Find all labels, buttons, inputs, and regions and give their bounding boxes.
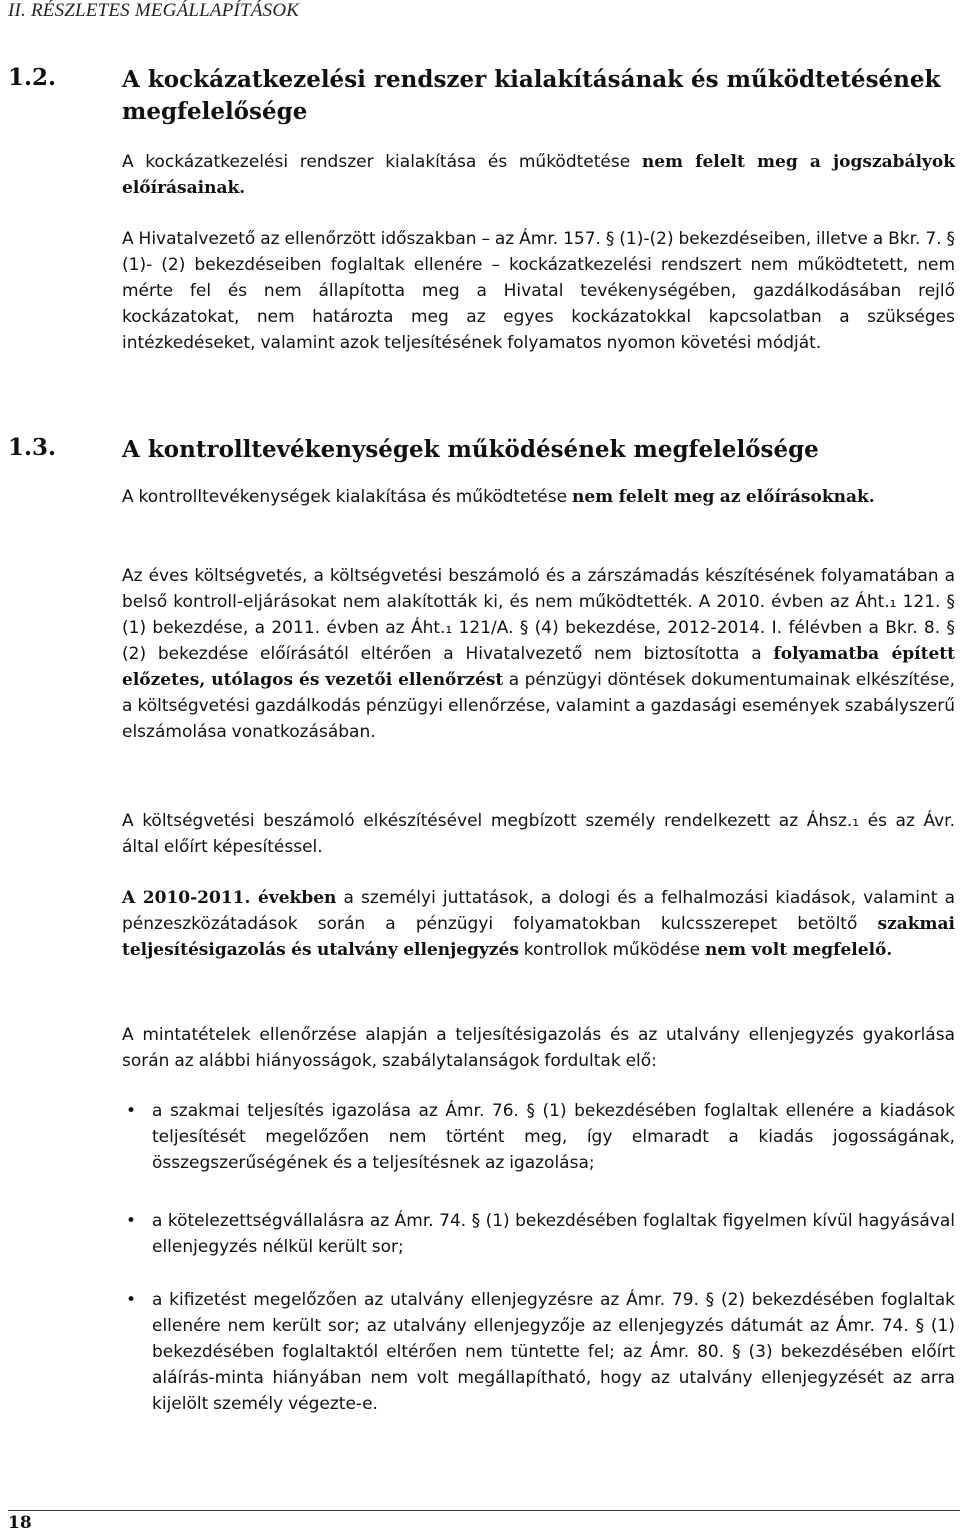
bold-text-run: A 2010-2011. években <box>122 888 337 908</box>
section-title: A kockázatkezelési rendszer kialakításának és működtetésének megfelelősége <box>122 66 941 125</box>
list-item-text: a kifizetést megelőzően az utalvány ellenjegyzésre az Ámr. 79. § (2) bekezdésében foglaltak ellenére nem került sor; az utalvány ellenjegyzője az ellenjegyzés dátumát az Ámr. 74. § (1) bekezdésében foglaltaktól eltérően nem tüntette fel; az Ámr. 80. § (3) bekezdésében előírt aláírás-minta hiányában nem volt megállapítható, hogy az utalvány ellenjegyzését az arra kijelölt személy végezte-e. <box>152 1290 955 1414</box>
paragraph <box>122 226 955 356</box>
list-item <box>122 1098 955 1176</box>
text-run: A kockázatkezelési rendszer kialakítása és működtetése <box>122 152 642 172</box>
list-item <box>122 1208 955 1260</box>
paragraph <box>122 484 955 510</box>
bold-text-run: nem felelt meg az előírásoknak. <box>571 487 875 507</box>
footer-rule <box>8 1510 960 1511</box>
bold-text-run: nem felelt meg a jogszabályok előírásainak. <box>122 152 955 198</box>
text-run: a személyi juttatások, a dologi és a felhalmozási kiadások, valamint a pénzeszközátadások során a pénzügyi folyamatokban kulcsszerepet betöltő <box>122 888 955 934</box>
section-number: 1.3. <box>8 434 57 461</box>
bold-text-run: folyamatba épített előzetes, utólagos és vezetői ellenőrzést <box>122 644 955 690</box>
text-run: A költségvetési beszámoló elkészítésével megbízott személy rendelkezett az Áhsz.₁ és az Ávr. által előírt képesítéssel. <box>122 811 955 857</box>
text-run: kontrollok működése <box>518 940 705 960</box>
bullet-icon: • <box>126 1101 137 1121</box>
paragraph <box>122 1022 955 1074</box>
text-run: A kontrolltevékenységek kialakítása és működtetése <box>122 487 572 507</box>
bold-text-run: nem volt megfelelő. <box>704 940 893 960</box>
list-item-text: a kötelezettségvállalásra az Ámr. 74. § (1) bekezdésében foglaltak figyelmen kívül hagyásával ellenjegyzés nélkül került sor; <box>152 1211 955 1257</box>
text-run: Az éves költségvetés, a költségvetési beszámoló és a zárszámadás készítésének folyamatában a belső kontroll-eljárásokat nem alakították ki, és nem működtették. A 2010. évben az Áht.₁ 121. § (1) bekezdése, a 2011. évben az Áht.₁ 121/A. § (4) bekezdése, 2012-2014. I. félévben a Bkr. 8. § (2) bekezdése előírásától eltérően a Hivatalvezető nem biztosította a <box>122 566 955 664</box>
bullet-icon: • <box>126 1290 137 1310</box>
text-run: a pénzügyi döntések dokumentumainak elkészítése, a költségvetési gazdálkodás pénzügyi ellenőrzése, valamint a gazdasági események szabályszerű elszámolása vonatkozásában. <box>122 670 955 742</box>
bold-text-run: szakmai teljesítésigazolás és utalvány ellenjegyzés <box>122 914 955 960</box>
paragraph <box>122 563 955 745</box>
section-title: A kontrolltevékenységek működésének megfelelősége <box>122 436 819 463</box>
paragraph <box>122 885 955 963</box>
page-number: 18 <box>8 1513 32 1533</box>
text-run: A Hivatalvezető az ellenőrzött időszakban – az Ámr. 157. § (1)-(2) bekezdéseiben, illetve a Bkr. 7. § (1)- (2) bekezdéseiben foglaltak ellenére – kockázatkezelési rendszert nem működtetett, nem mérte fel és nem állapította meg a Hivatal tevékenységében, gazdálkodásában rejlő kockázatokat, nem határozta meg az egyes kockázatokkal kapcsolatban a szükséges intézkedéseket, valamint azok teljesítésének folyamatos nyomon követési módját. <box>122 229 955 353</box>
paragraph <box>122 149 955 201</box>
list-item <box>122 1287 955 1417</box>
list-item-text: a szakmai teljesítés igazolása az Ámr. 76. § (1) bekezdésében foglaltak ellenére a kiadások teljesítését megelőzően nem történt meg, így elmaradt a kiadás jogosságának, összegszerűségének és a teljesítésnek az igazolása; <box>152 1101 955 1173</box>
paragraph <box>122 808 955 860</box>
section-number: 1.2. <box>8 64 57 91</box>
running-header: II. RÉSZLETES MEGÁLLAPÍTÁSOK <box>8 0 300 21</box>
text-run: A mintatételek ellenőrzése alapján a teljesítésigazolás és az utalvány ellenjegyzés gyakorlása során az alábbi hiányosságok, szabálytalanságok fordultak elő: <box>122 1025 955 1071</box>
bullet-icon: • <box>126 1211 137 1231</box>
